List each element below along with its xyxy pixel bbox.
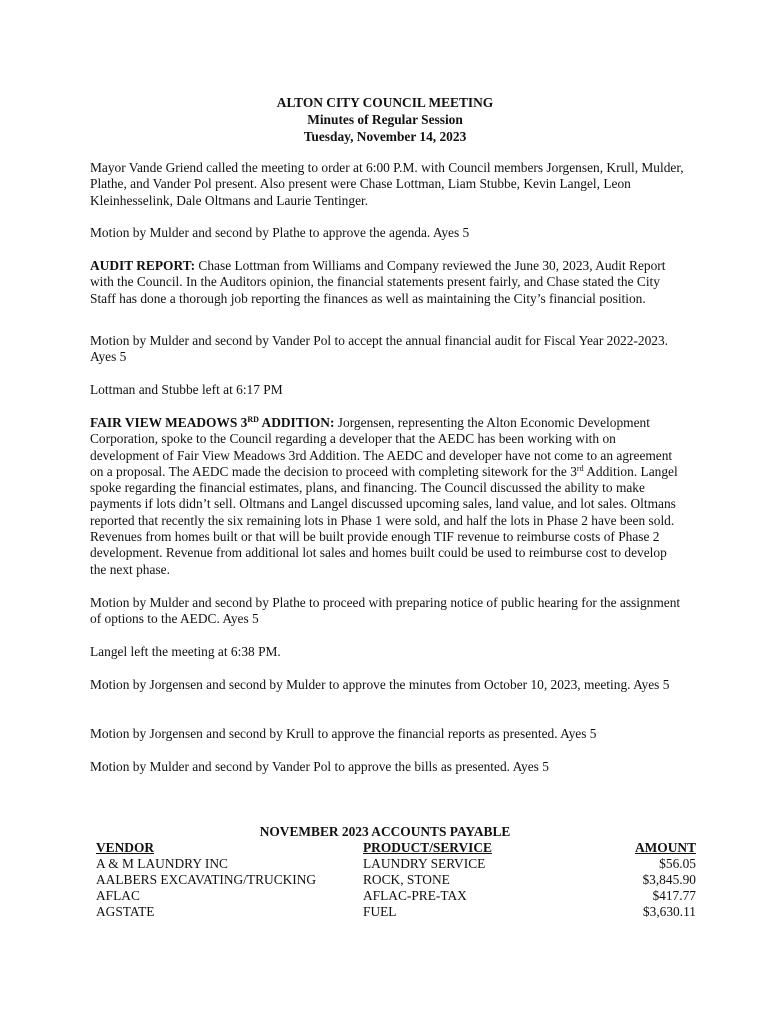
- document-header: [0, 94, 770, 145]
- amount-cell: $3,630.11: [642, 904, 696, 919]
- audit-report-paragraph: [90, 258, 685, 307]
- heading-superscript: RD: [247, 415, 259, 424]
- product-cell: LAUNDRY SERVICE: [363, 856, 486, 871]
- lottman-stubbe-left-paragraph: Lottman and Stubbe left at 6:17 PM: [90, 382, 283, 397]
- accounts-payable-title: NOVEMBER 2023 ACCOUNTS PAYABLE: [259, 824, 511, 839]
- product-cell: FUEL: [363, 904, 397, 919]
- product-cell: AFLAC-PRE-TAX: [363, 888, 467, 903]
- agenda-motion-paragraph: Motion by Mulder and second by Plathe to approve the agenda. Ayes 5: [90, 225, 470, 240]
- audit-report-body: Chase Lottman from Williams and Company reviewed the June 30, 2023, Audit Report with the Council. In the Auditors opinion, the financial statements present fairly, and Chase stated the City Staff has done a thorough job reporting the finances as well as maintaining the City’s financial position.: [90, 258, 666, 306]
- table-row: [96, 888, 696, 904]
- vendor-cell: A & M LAUNDRY INC: [96, 856, 228, 871]
- table-header-row: [96, 840, 696, 856]
- fair-view-meadows-paragraph: [90, 415, 685, 578]
- langel-left-paragraph: Langel left the meeting at 6:38 PM.: [90, 644, 281, 659]
- amount-cell: $417.77: [652, 888, 696, 903]
- heading-text-b: ADDITION:: [258, 415, 335, 430]
- fair-view-meadows-body-a: Jorgensen, representing the Alton Economic Development Corporation, spoke to the Council regarding a developer that the AEDC has been working with on development of Fair View Meadows 3rd Addition. The AEDC and developer have not come to an agreement on a proposal. The AEDC made the decision to proceed with completing sitework for the 3: [90, 415, 673, 479]
- table-row: [96, 872, 696, 888]
- amount-cell: $3,845.90: [642, 872, 696, 887]
- vendor-column-header: VENDOR: [96, 840, 155, 855]
- accounts-payable-table: [96, 840, 696, 920]
- fair-view-meadows-heading: [90, 415, 334, 430]
- financial-reports-motion-paragraph: Motion by Jorgensen and second by Krull to approve the financial reports as presented. Ayes 5: [90, 726, 597, 741]
- table-row: [96, 856, 696, 872]
- call-to-order-paragraph: Mayor Vande Griend called the meeting to order at 6:00 P.M. with Council members Jorgensen, Krull, Mulder, Plathe, and Vander Pol present. Also present were Chase Lottman, Liam Stubbe, Kevin Langel, Leon Kleinhesselink, Dale Oltmans and Laurie Tentinger.: [90, 160, 684, 208]
- meeting-date: Tuesday, November 14, 2023: [303, 129, 467, 144]
- meeting-title: ALTON CITY COUNCIL MEETING: [276, 95, 494, 110]
- minutes-approval-motion-paragraph: Motion by Jorgensen and second by Mulder to approve the minutes from October 10, 2023, meeting. Ayes 5: [90, 677, 670, 692]
- public-hearing-motion-paragraph: Motion by Mulder and second by Plathe to proceed with preparing notice of public hearing for the assignment of options to the AEDC. Ayes 5: [90, 595, 681, 627]
- amount-column-header: AMOUNT: [635, 840, 696, 855]
- vendor-cell: AGSTATE: [96, 904, 155, 919]
- table-row: [96, 904, 696, 920]
- audit-motion-paragraph: Motion by Mulder and second by Vander Pol to accept the annual financial audit for Fiscal Year 2022-2023. Ayes 5: [90, 333, 669, 365]
- fair-view-meadows-body-b: Addition. Langel spoke regarding the financial estimates, plans, and financing. The Council discussed the ability to make payments if lots didn’t sell. Oltmans and Langel discussed upcoming sales, land value, and lot sales. Oltmans reported that recently the six remaining lots in Phase 1 were sold, and half the lots in Phase 2 have been sold. Revenues from homes built or that will be built provide enough TIF revenue to reimburse costs of Phase 2 development. Revenue from additional lot sales and homes built could be used to reimburse cost to develop the next phase.: [90, 463, 678, 577]
- product-cell: ROCK, STONE: [363, 872, 450, 887]
- vendor-cell: AFLAC: [96, 888, 140, 903]
- audit-report-heading: AUDIT REPORT:: [90, 258, 196, 273]
- bills-motion-paragraph: Motion by Mulder and second by Vander Pol to approve the bills as presented. Ayes 5: [90, 759, 549, 774]
- product-column-header: PRODUCT/SERVICE: [363, 840, 492, 855]
- session-subtitle: Minutes of Regular Session: [307, 112, 463, 127]
- amount-cell: $56.05: [659, 856, 696, 871]
- vendor-cell: AALBERS EXCAVATING/TRUCKING: [96, 872, 317, 887]
- heading-text-a: FAIR VIEW MEADOWS 3: [90, 415, 248, 430]
- body-superscript: rd: [576, 463, 584, 473]
